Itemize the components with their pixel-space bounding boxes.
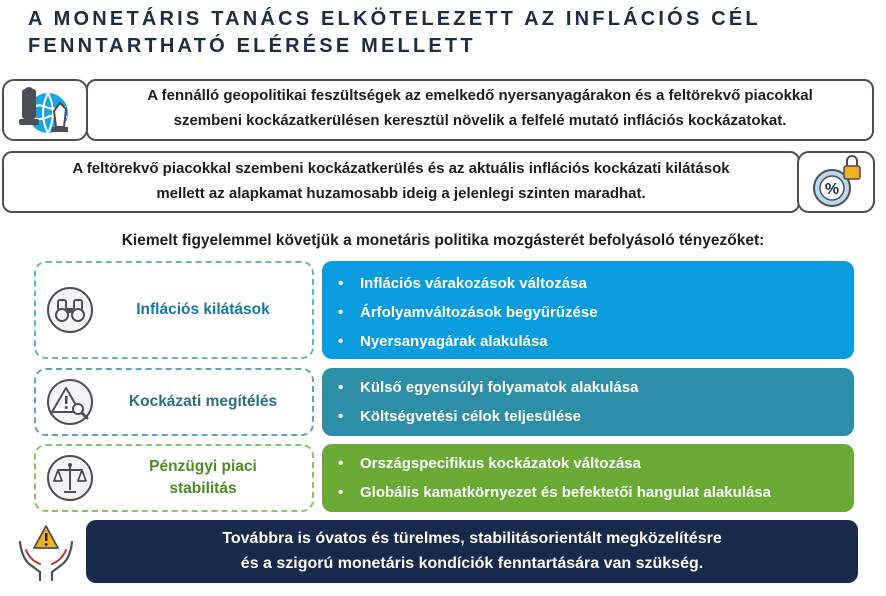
bullet-icon: • <box>338 275 344 292</box>
item-text: Külső egyensúlyi folyamatok alakulása <box>360 379 639 396</box>
list-item <box>338 373 638 402</box>
bullet-icon: • <box>338 484 344 501</box>
bullet-icon: • <box>338 379 344 396</box>
scales-icon <box>46 454 94 502</box>
list-item <box>338 327 598 356</box>
globe-chess-icon <box>16 83 74 137</box>
message1-line-2: szembeni kockázatkerülésen keresztül növelik a felfelé mutató inflációs kockázatokat. <box>173 112 787 129</box>
list-item <box>338 402 638 431</box>
category-risk-assessment <box>34 368 314 436</box>
binoculars-icon <box>46 286 94 334</box>
category-label: Inflációs kilátások <box>136 301 270 318</box>
category-label-line-2: stabilitás <box>169 480 237 497</box>
list-item <box>338 478 771 507</box>
svg-text:%: % <box>824 181 840 198</box>
item-text: Nyersanyagárak alakulása <box>360 333 548 350</box>
conclusion-banner <box>86 520 858 583</box>
warning-magnifier-icon <box>46 378 94 426</box>
title-line-1: A MONETÁRIS TANÁCS ELKÖTELEZETT AZ INFLÁCIÓS CÉL <box>28 8 761 30</box>
message2-line-2: mellett az alapkamat huzamosabb ideig a jelenlegi szinten maradhat. <box>156 185 646 202</box>
bullet-icon: • <box>338 333 344 350</box>
message2-icon-box <box>797 151 875 213</box>
category-label: Kockázati megítélés <box>128 393 278 410</box>
message1-text <box>90 83 870 133</box>
list-item <box>338 269 598 298</box>
bullet-icon: • <box>338 455 344 472</box>
message1-icon-box <box>2 79 88 141</box>
bullet-icon: • <box>338 304 344 321</box>
panel-inflation-outlook <box>322 261 854 359</box>
category-label <box>94 456 312 500</box>
panel-financial-stability <box>322 444 854 512</box>
item-text: Globális kamatkörnyezet és befektetői hangulat alakulása <box>360 484 771 501</box>
category-label-line-1: Pénzügyi piaci <box>149 458 257 475</box>
list-item <box>338 449 771 478</box>
category-inflation-outlook <box>34 261 314 359</box>
message2-text <box>8 156 794 206</box>
category-financial-stability <box>34 444 314 512</box>
list-item <box>338 298 598 327</box>
percent-lock-icon <box>806 154 866 210</box>
message2-line-1: A feltörekvő piacokkal szembeni kockázatkerülés és az aktuális inflációs kockázati kilátások <box>72 160 730 177</box>
factors-heading: Kiemelt figyelemmel követjük a monetáris politika mozgásterét befolyásoló tényezőket: <box>121 232 765 249</box>
item-text: Inflációs várakozások változása <box>360 275 587 292</box>
hands-warning-icon <box>14 520 78 583</box>
conclusion-line-2: és a szigorú monetáris kondíciók fenntartására van szükség. <box>240 555 704 572</box>
item-text: Költségvetési célok teljesülése <box>360 408 581 425</box>
item-text: Árfolyamváltozások begyűrűzése <box>360 304 598 321</box>
title-line-2: FENNTARTHATÓ ELÉRÉSE MELLETT <box>28 35 476 57</box>
page-title <box>28 6 868 60</box>
bullet-icon: • <box>338 408 344 425</box>
conclusion-line-1: Továbbra is óvatos és türelmes, stabilitásorientált megközelítésre <box>222 530 722 547</box>
item-text: Országspecifikus kockázatok változása <box>360 455 641 472</box>
panel-risk-assessment <box>322 368 854 436</box>
message1-line-1: A fennálló geopolitikai feszültségek az emelkedő nyersanyagárakon és a feltörekvő piacokkal <box>147 87 813 104</box>
